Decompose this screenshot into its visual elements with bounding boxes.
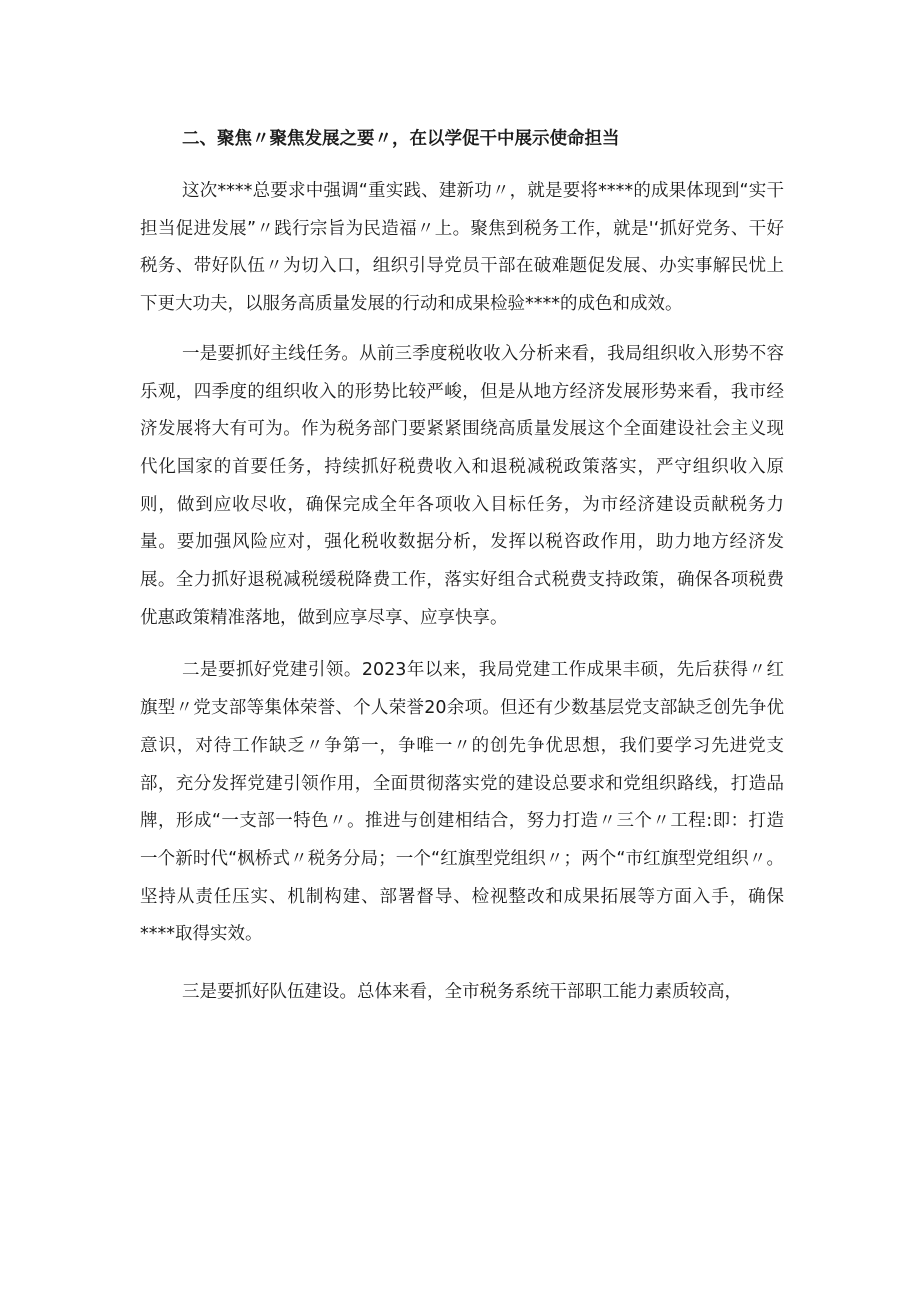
section-heading: 二、聚焦〃聚焦发展之要〃，在以学促干中展示使命担当 (182, 129, 620, 149)
paragraph-main-task: 一是要抓好主线任务。从前三季度税收收入分析来看，我局组织收入形势不容乐观，四季度的组织收入的形势比较严峻，但是从地方经济发展形势来看，我市经济发展将大有可为。作为税务部门要紧紧围绕高质量发展这个全面建设社会主义现代化国家的首要任务，持续抓好税费收入和退税减税政策落实，严守组织收入原则，做到应收尽收，确保完成全年各项收入目标任务，为市经济建设贡献税务力量。要加强风险应对，强化税收数据分析，发挥以税咨政作用，助力地方经济发展。全力抓好退税减税缓税降费工作，落实好组合式税费支持政策，确保各项税费优惠政策精准落地，做到应享尽享、应享快享。 (140, 343, 784, 628)
document-body (140, 121, 784, 1012)
paragraph-intro: 这次****总要求中强调“重实践、建新功〃，就是要将****的成果体现到“实干担当促进发展”〃践行宗旨为民造福〃上。聚焦到税务工作，就是'‘抓好党务、干好税务、带好队伍〃为切入口，组织引导党员干部在破难题促发展、办实事解民忧上下更大功夫，以服务高质量发展的行动和成果检验****的成色和成效。 (140, 181, 784, 315)
paragraph-team-building: 三是要抓好队伍建设。总体来看，全市税务系统干部职工能力素质较高， (182, 982, 742, 1003)
paragraph-party-building: 二是要抓好党建引领。2023年以来，我局党建工作成果丰硕，先后获得〃红旗型〃党支部等集体荣誉、个人荣誉20余项。但还有少数基层党支部缺乏创先争优意识，对待工作缺乏〃争第一，争唯一〃的创先争优思想，我们要学习先进党支部，充分发挥党建引领作用，全面贯彻落实党的建设总要求和党组织路线，打造品牌，形成“一支部一特色〃。推进与创建相结合，努力打造〃三个〃工程:即：打造一个新时代“枫桥式〃税务分局；一个“红旗型党组织〃；两个“市红旗型党组织〃。坚持从责任压实、机制构建、部署督导、检视整改和成果拓展等方面入手，确保****取得实效。 (140, 660, 784, 945)
